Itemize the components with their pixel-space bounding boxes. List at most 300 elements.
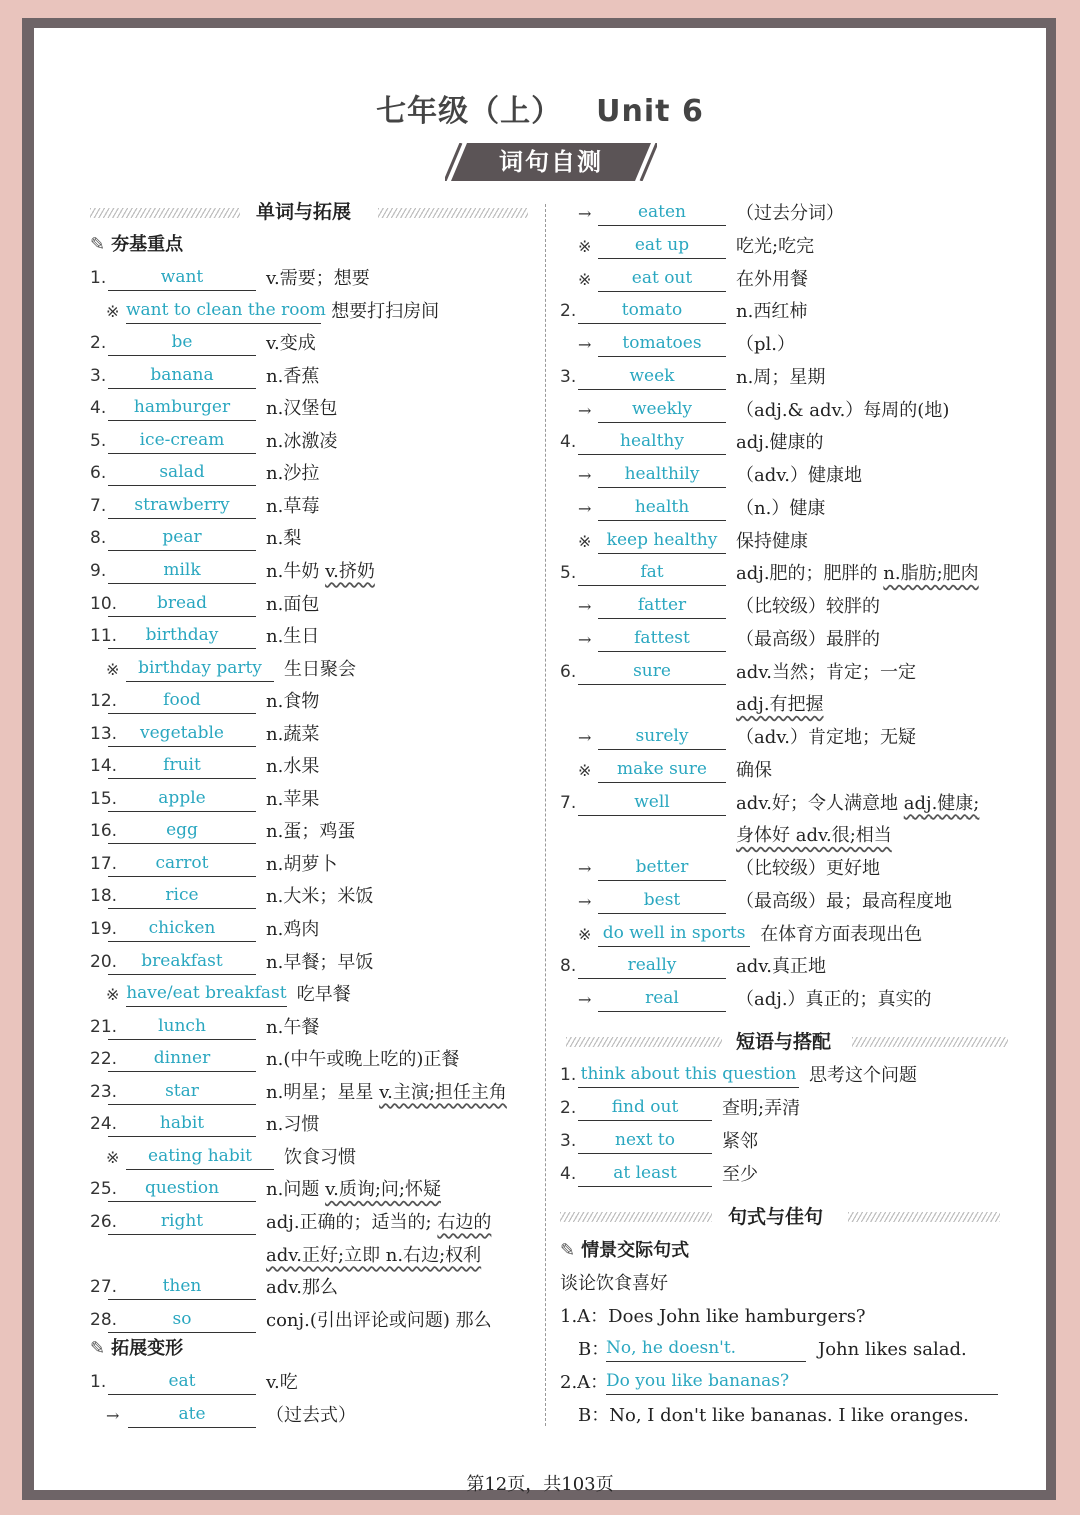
definition-text: （adj.& adv.）每周的(地) xyxy=(736,399,950,421)
answer-blank[interactable]: birthday party xyxy=(126,656,274,682)
definition xyxy=(736,721,916,754)
answer-blank[interactable]: apple xyxy=(108,786,256,812)
answer-blank[interactable]: want xyxy=(108,265,256,291)
subsection-title: 情景交际句式 xyxy=(581,1240,690,1261)
item-number: 28. xyxy=(90,1309,118,1330)
word-row xyxy=(90,978,535,1011)
note-mark: ※ xyxy=(578,236,592,256)
arrow-mark: → xyxy=(578,466,592,485)
hatch-decoration xyxy=(848,1212,1000,1222)
definition xyxy=(736,656,916,689)
answer-blank[interactable]: hamburger xyxy=(108,395,256,421)
answer-blank[interactable]: better xyxy=(598,855,726,881)
definition xyxy=(736,295,807,328)
section-title-sentences: 句式与佳句 xyxy=(728,1206,824,1228)
answer-blank[interactable]: think about this question xyxy=(578,1062,799,1088)
answer-blank[interactable]: fattest xyxy=(598,626,726,652)
answer-blank[interactable]: surely xyxy=(598,724,726,750)
definition xyxy=(736,361,825,394)
answer-blank[interactable]: eat out xyxy=(598,266,726,292)
word-row xyxy=(90,1271,535,1304)
word-row xyxy=(90,295,535,328)
item-number: 13. xyxy=(90,723,118,744)
definition-text: adv.那么 xyxy=(266,1277,339,1299)
answer-blank[interactable]: be xyxy=(108,330,256,356)
definition-text: （n.）健康 xyxy=(736,497,826,519)
definition xyxy=(266,1304,492,1337)
answer-blank[interactable]: next to xyxy=(578,1128,712,1154)
answer-blank[interactable]: best xyxy=(598,888,726,914)
definition-text: adj.正确的；适当的; xyxy=(266,1211,432,1233)
definition-text: 吃早餐 xyxy=(296,984,351,1006)
word-row xyxy=(560,1125,1005,1158)
answer-blank[interactable]: rice xyxy=(108,883,256,909)
definition-text: n.汉堡包 xyxy=(266,398,338,420)
arrow-mark: → xyxy=(106,1406,120,1425)
definition-text: 思考这个问题 xyxy=(809,1065,917,1086)
note-mark: ※ xyxy=(578,269,592,289)
arrow-mark: → xyxy=(578,204,592,223)
word-row xyxy=(90,913,535,946)
answer-blank[interactable]: pear xyxy=(108,525,256,551)
answer-blank[interactable]: vegetable xyxy=(108,721,256,747)
definition xyxy=(266,327,316,360)
definition-text: n.早餐；早饭 xyxy=(266,951,374,973)
definition xyxy=(266,457,319,490)
item-number: 11. xyxy=(90,626,118,647)
answer-blank[interactable]: bread xyxy=(108,591,256,617)
item-number: 2. xyxy=(90,333,107,354)
note-mark: ※ xyxy=(106,659,120,679)
definition-text: 紧邻 xyxy=(722,1131,758,1152)
word-row xyxy=(560,1158,1005,1191)
definition-text: n.生日 xyxy=(266,626,320,648)
definition xyxy=(736,983,932,1016)
definition-text: 保持健康 xyxy=(736,530,808,552)
extended-meaning: adj.健康; xyxy=(903,792,980,814)
answer-blank[interactable]: make sure xyxy=(598,757,726,783)
answer-blank[interactable]: well xyxy=(578,790,726,816)
word-row xyxy=(90,522,535,555)
word-row xyxy=(560,394,1005,427)
answer-blank[interactable]: weekly xyxy=(598,397,726,423)
definition-text: n.牛奶 xyxy=(266,560,320,582)
arrow-mark: → xyxy=(578,597,592,616)
arrow-mark: → xyxy=(578,400,592,420)
definition xyxy=(736,525,808,558)
answer-blank[interactable]: food xyxy=(108,688,256,714)
definition xyxy=(266,425,337,458)
extended-meaning: v.质询;问;怀疑 xyxy=(325,1179,441,1201)
hatch-decoration xyxy=(560,1212,712,1222)
word-row xyxy=(560,426,1005,459)
answer-blank[interactable]: question xyxy=(108,1176,256,1202)
grade-label: 七年级（上） xyxy=(376,94,563,129)
item-number: 9. xyxy=(90,560,107,581)
answer-blank[interactable]: ice-cream xyxy=(108,428,256,454)
answer-blank[interactable]: fatter xyxy=(598,593,726,619)
answer-blank[interactable]: have/eat breakfast xyxy=(126,981,287,1007)
answer-blank[interactable]: at least xyxy=(578,1161,712,1187)
answer-blank[interactable]: eaten xyxy=(598,200,726,226)
word-row xyxy=(90,946,535,979)
definition xyxy=(722,1092,800,1125)
extended-meaning: adj.有把握 xyxy=(736,694,824,716)
item-number: 14. xyxy=(90,756,118,777)
definition-text: n.明星；星星 xyxy=(266,1081,374,1103)
definition-text: n.草莓 xyxy=(266,495,320,517)
answer-blank[interactable]: real xyxy=(598,986,726,1012)
word-row xyxy=(560,688,1005,721)
definition xyxy=(266,815,355,848)
word-row xyxy=(90,653,535,686)
definition xyxy=(266,1108,319,1141)
hatch-decoration xyxy=(90,208,240,218)
definition xyxy=(266,848,337,881)
word-row xyxy=(90,1011,535,1044)
word-row xyxy=(90,457,535,490)
answer-blank[interactable]: want to clean the room xyxy=(126,298,321,324)
definition xyxy=(736,950,826,983)
item-number: 5. xyxy=(90,430,107,451)
subsection-dialog xyxy=(560,1238,689,1264)
definition-text: adv.当然；肯定；一定 xyxy=(736,661,917,683)
definition-text: 吃光;吃完 xyxy=(736,235,815,257)
word-row xyxy=(90,555,535,588)
answer-blank[interactable]: then xyxy=(108,1274,256,1300)
word-row xyxy=(560,361,1005,394)
definition xyxy=(760,918,922,951)
word-row xyxy=(90,1108,535,1141)
definition xyxy=(266,588,319,621)
item-number: 26. xyxy=(90,1211,118,1232)
definition-text: n.梨 xyxy=(266,528,302,550)
item-number: 5. xyxy=(560,563,577,584)
answer-blank[interactable]: fat xyxy=(578,560,726,586)
word-row xyxy=(560,525,1005,558)
answer-blank[interactable]: so xyxy=(108,1307,256,1333)
answer-blank[interactable]: find out xyxy=(578,1095,712,1121)
answer-blank[interactable]: habit xyxy=(108,1111,256,1137)
word-row xyxy=(90,848,535,881)
word-row xyxy=(560,1092,1005,1125)
item-number: 4. xyxy=(560,432,577,453)
definition-text: 至少 xyxy=(722,1164,758,1185)
extended-meaning: 身体好 adv.很;相当 xyxy=(736,825,892,847)
word-row xyxy=(560,983,1005,1016)
definition-text: n.周；星期 xyxy=(736,366,826,388)
item-number: 4. xyxy=(90,398,107,419)
arrow-mark: → xyxy=(578,859,592,878)
definition-text: （最高级）最胖的 xyxy=(736,628,880,650)
definition-text: （比较级）较胖的 xyxy=(736,596,880,617)
item-number: 2. xyxy=(560,1098,577,1118)
answer-blank[interactable]: ate xyxy=(128,1402,256,1428)
answer-blank[interactable]: eat xyxy=(108,1369,256,1395)
dialog-b1 xyxy=(578,1333,998,1366)
pencil-icon: ✎ xyxy=(90,234,106,255)
word-row xyxy=(560,492,1005,525)
definition-text: 生日聚会 xyxy=(284,658,356,680)
word-row xyxy=(560,590,1005,623)
word-row xyxy=(90,1173,535,1206)
answer-blank[interactable]: sure xyxy=(578,659,726,685)
note-mark: ※ xyxy=(578,531,592,551)
answer-blank[interactable]: strawberry xyxy=(108,493,256,519)
item-number: 6. xyxy=(90,463,107,484)
banner-title: 词句自测 xyxy=(499,148,603,176)
dialog-b2: B：No, I don't like bananas. I like oranges. xyxy=(578,1405,969,1426)
answer-blank[interactable]: keep healthy xyxy=(598,528,726,554)
word-row xyxy=(90,262,535,295)
extended-meaning: adv.正好;立即 n.右边;权利 xyxy=(266,1244,482,1266)
definition xyxy=(266,1206,491,1239)
answer-blank[interactable]: tomatoes xyxy=(598,331,726,357)
word-row xyxy=(90,1076,535,1109)
definition-text: 想要打扫房间 xyxy=(331,300,440,322)
answer-blank[interactable]: birthday xyxy=(108,623,256,649)
word-row xyxy=(560,918,1005,951)
definition xyxy=(284,1141,356,1174)
answer-blank[interactable]: milk xyxy=(108,558,256,584)
item-number: 1. xyxy=(560,1065,577,1085)
item-number: 7. xyxy=(560,792,577,813)
definition xyxy=(266,1076,507,1109)
item-number: 24. xyxy=(90,1114,118,1135)
answer-blank[interactable]: carrot xyxy=(108,851,256,877)
word-row xyxy=(90,1304,535,1337)
dialog-speaker: 2.A： xyxy=(560,1372,609,1393)
unit-label: Unit 6 xyxy=(596,94,704,129)
subsection-key-words xyxy=(90,232,183,258)
item-number: 2. xyxy=(560,301,577,322)
arrow-mark: → xyxy=(578,728,592,747)
item-number: 23. xyxy=(90,1081,118,1102)
answer-blank[interactable]: dinner xyxy=(108,1046,256,1072)
item-number: 6. xyxy=(560,661,577,682)
word-row xyxy=(560,787,1005,820)
item-number: 19. xyxy=(90,919,118,939)
page-title xyxy=(0,86,1080,130)
answer-blank[interactable]: Do you like bananas? xyxy=(606,1369,998,1395)
answer-blank[interactable]: salad xyxy=(108,460,256,486)
answer-blank[interactable]: healthy xyxy=(578,429,726,455)
hatch-decoration xyxy=(378,208,528,218)
answer-blank[interactable]: egg xyxy=(108,818,256,844)
definition-text: n.习惯 xyxy=(266,1114,320,1136)
dialog-a2 xyxy=(560,1366,1000,1399)
definition-text: n.鸡肉 xyxy=(266,919,320,940)
column-divider xyxy=(545,204,546,1426)
extended-meaning: 右边的 xyxy=(437,1211,492,1233)
definition xyxy=(331,295,439,328)
definition xyxy=(266,555,375,588)
answer-blank[interactable]: healthily xyxy=(598,462,726,488)
arrow-mark: → xyxy=(578,335,592,354)
word-row xyxy=(90,880,535,913)
definition-text: adj.肥的；肥胖的 xyxy=(736,563,878,585)
extended-meaning: n.脂肪;肥肉 xyxy=(883,563,979,585)
definition-text: n.蛋；鸡蛋 xyxy=(266,821,356,843)
answer-blank[interactable]: right xyxy=(108,1209,256,1235)
definition xyxy=(266,392,337,425)
answer-blank[interactable]: chicken xyxy=(108,916,256,942)
definition-text: n.香蕉 xyxy=(266,365,320,387)
word-row xyxy=(90,327,535,360)
item-number: 4. xyxy=(560,1164,577,1184)
definition-text: （pl.） xyxy=(736,334,796,355)
definition xyxy=(266,1366,298,1399)
definition-text: n.大米；米饭 xyxy=(266,886,374,908)
answer-blank[interactable]: tomato xyxy=(578,298,726,324)
item-number: 18. xyxy=(90,886,118,907)
definition-text: （比较级）更好地 xyxy=(736,858,880,879)
answer-blank[interactable]: fruit xyxy=(108,753,256,779)
item-number: 7. xyxy=(90,495,107,516)
item-number: 16. xyxy=(90,821,118,842)
answer-blank[interactable]: really xyxy=(578,953,726,979)
note-mark: ※ xyxy=(578,924,592,944)
definition-text: n.西红柿 xyxy=(736,301,808,323)
definition xyxy=(266,718,319,751)
item-number: 3. xyxy=(90,365,107,386)
section-title-phrases: 短语与搭配 xyxy=(736,1031,832,1053)
definition xyxy=(736,623,880,656)
definition xyxy=(266,1011,319,1044)
definition xyxy=(266,262,370,295)
word-row xyxy=(560,885,1005,918)
definition-text: n.面包 xyxy=(266,593,320,615)
definition-text: conj.(引出评论或问题) 那么 xyxy=(266,1309,492,1331)
definition xyxy=(266,685,319,718)
pencil-icon: ✎ xyxy=(90,1338,106,1359)
note-mark: ※ xyxy=(578,760,592,780)
word-row xyxy=(90,490,535,523)
definition xyxy=(284,653,356,686)
answer-blank[interactable]: health xyxy=(598,495,726,521)
word-row xyxy=(560,754,1005,787)
word-row xyxy=(90,1399,535,1432)
answer-blank[interactable]: No, he doesn't. xyxy=(606,1336,806,1362)
definition xyxy=(736,557,979,590)
word-row xyxy=(560,656,1005,689)
definition xyxy=(266,946,373,979)
item-number: 20. xyxy=(90,951,118,972)
definition-text: adj.健康的 xyxy=(736,432,824,454)
definition xyxy=(736,230,814,263)
word-row xyxy=(90,718,535,751)
definition xyxy=(266,913,319,946)
definition-text: n.沙拉 xyxy=(266,463,320,485)
word-row xyxy=(90,783,535,816)
definition xyxy=(809,1059,917,1092)
arrow-mark: → xyxy=(578,498,592,518)
definition xyxy=(266,620,319,653)
note-mark: ※ xyxy=(106,985,120,1005)
definition-text: n.问题 xyxy=(266,1179,320,1201)
definition xyxy=(266,1399,356,1432)
section-title-words: 单词与拓展 xyxy=(256,201,352,223)
item-number: 27. xyxy=(90,1277,118,1298)
subsection-extension xyxy=(90,1336,183,1362)
word-row xyxy=(560,1059,1005,1092)
definition xyxy=(266,1239,481,1272)
arrow-mark: → xyxy=(578,990,592,1009)
item-number: 3. xyxy=(560,1131,577,1151)
word-row xyxy=(560,721,1005,754)
answer-blank[interactable]: star xyxy=(108,1079,256,1105)
answer-blank[interactable]: eat up xyxy=(598,233,726,259)
item-number: 10. xyxy=(90,593,118,614)
answer-blank[interactable]: eating habit xyxy=(126,1144,274,1170)
item-number: 8. xyxy=(90,528,107,549)
dialog-speaker: B： xyxy=(578,1339,610,1360)
definition xyxy=(266,880,373,913)
definition-text: 在外用餐 xyxy=(736,268,808,290)
word-row xyxy=(560,950,1005,983)
definition-text: 确保 xyxy=(736,759,772,781)
definition-text: （过去分词） xyxy=(736,203,844,224)
word-row xyxy=(90,360,535,393)
definition xyxy=(266,1271,338,1304)
definition xyxy=(736,492,825,525)
definition xyxy=(266,750,319,783)
hatch-decoration xyxy=(852,1037,1008,1047)
definition xyxy=(736,263,808,296)
answer-blank[interactable]: lunch xyxy=(108,1014,256,1040)
word-row xyxy=(90,1141,535,1174)
topic-line: 谈论饮食喜好 xyxy=(560,1273,668,1294)
item-number: 17. xyxy=(90,853,118,874)
definition xyxy=(722,1158,758,1191)
answer-blank[interactable]: week xyxy=(578,364,726,390)
definition-text: n.食物 xyxy=(266,691,320,713)
item-number: 8. xyxy=(560,956,577,977)
definition xyxy=(736,787,979,820)
definition xyxy=(722,1125,758,1158)
definition xyxy=(736,590,880,623)
word-row xyxy=(560,623,1005,656)
word-row xyxy=(90,1043,535,1076)
definition xyxy=(266,1043,459,1076)
word-row xyxy=(90,815,535,848)
word-row xyxy=(560,197,1005,230)
definition xyxy=(736,197,844,230)
definition-text: 查明;弄清 xyxy=(722,1098,801,1119)
answer-blank[interactable]: do well in sports xyxy=(598,921,750,947)
answer-blank[interactable]: banana xyxy=(108,363,256,389)
definition xyxy=(736,852,880,885)
subsection-title: 拓展变形 xyxy=(111,1338,184,1359)
subsection-title: 夯基重点 xyxy=(111,234,184,255)
dialog-b1-suffix: John likes salad. xyxy=(818,1339,967,1360)
definition xyxy=(266,783,319,816)
definition-text: n.(中午或晚上吃的)正餐 xyxy=(266,1049,460,1071)
definition-text: n.冰激凌 xyxy=(266,430,338,452)
word-row xyxy=(560,295,1005,328)
definition-text: n.水果 xyxy=(266,756,320,778)
definition xyxy=(266,490,319,523)
word-row xyxy=(560,852,1005,885)
definition xyxy=(736,426,824,459)
definition-text: （过去式） xyxy=(266,1405,356,1426)
definition-text: 在体育方面表现出色 xyxy=(760,923,923,945)
definition xyxy=(297,978,351,1011)
word-row xyxy=(560,459,1005,492)
answer-blank[interactable]: breakfast xyxy=(108,949,256,975)
arrow-mark: → xyxy=(578,891,592,911)
word-row xyxy=(90,392,535,425)
